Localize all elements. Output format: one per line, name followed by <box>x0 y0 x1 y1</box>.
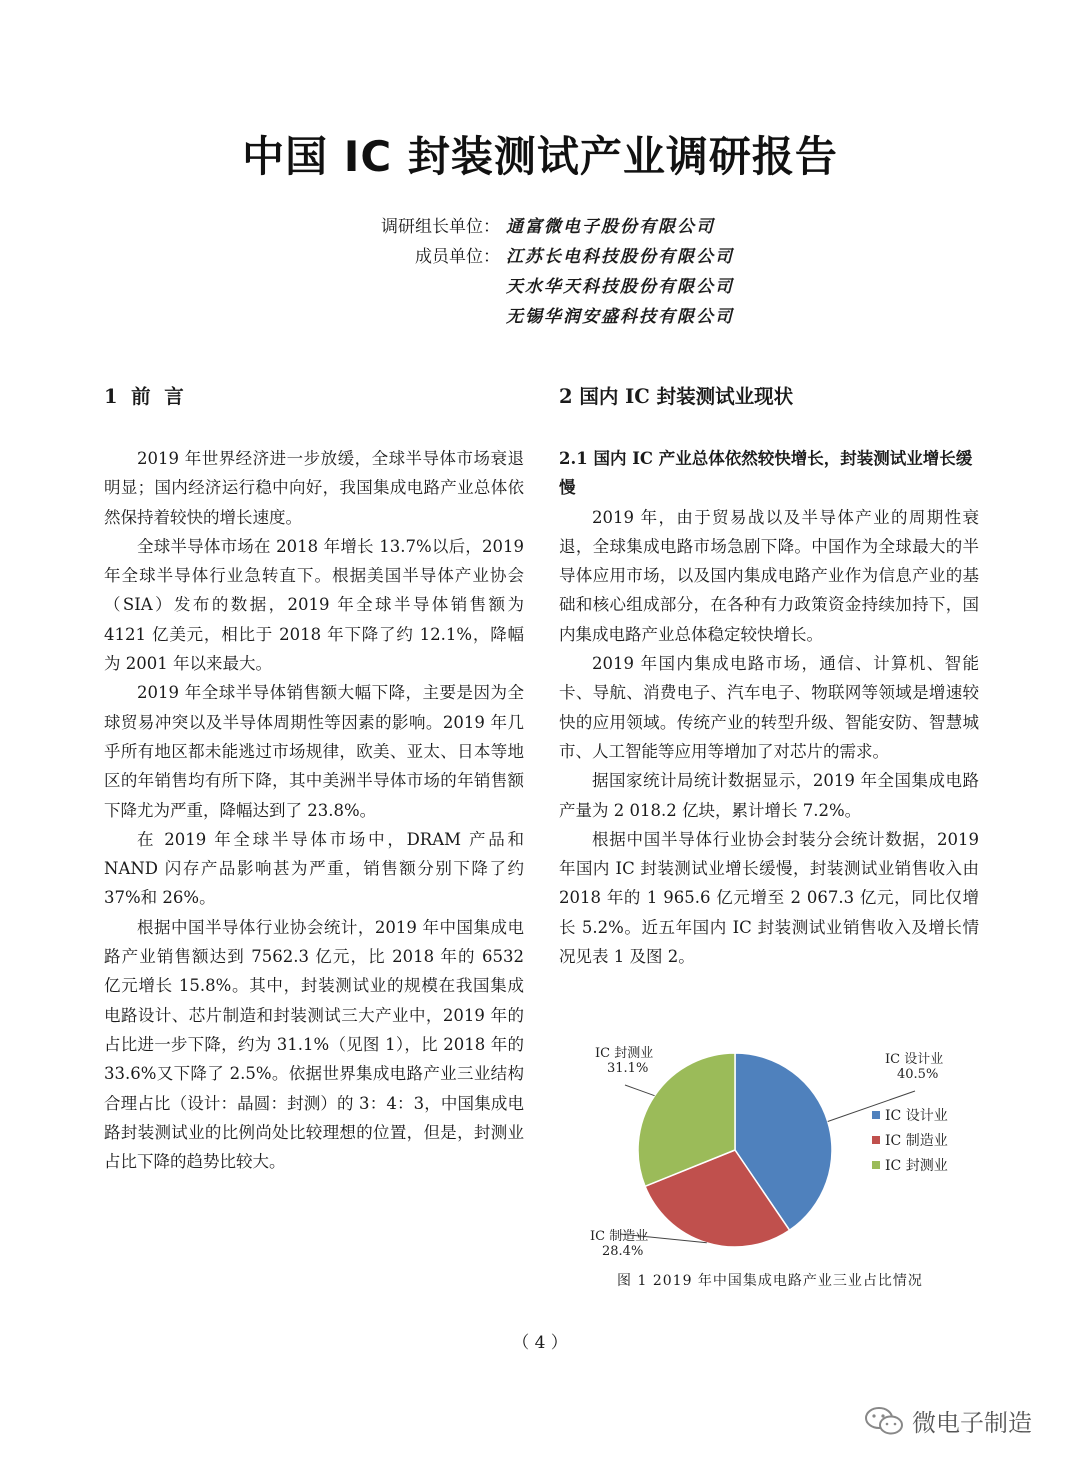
member-unit-name: 无锡华润安盛科技有限公司 <box>506 307 734 327</box>
figure-caption: 图 1 2019 年中国集成电路产业三业占比情况 <box>617 1273 923 1289</box>
watermark-text: 微电子制造 <box>912 1409 1032 1437</box>
member-unit-row <box>0 272 1080 302</box>
lead-unit-row <box>0 212 1080 242</box>
body-paragraph: 根据中国半导体行业协会统计，2019 年中国集成电路产业销售额达到 7562.3 亿元，比 2018 年的 6532 亿元增长 15.8%。其中，封装测试业的规模在我国集成电路设计、芯片制造和封装测试三大产业中，2019 年的占比进一步下降，约为 31.1%（见图 1），比 2018 年的 33.6%又下降了 2.5%。依据世界集成电路产业三业结构合理占比（设计：晶圆：封测）的 3：4：3，中国集成电路封装测试业的比例尚处比较理想的位置，但是，封测业占比下降的趋势比较大。 <box>104 917 524 1172</box>
legend-swatch <box>872 1161 880 1169</box>
member-unit-label: 成员单位： <box>415 247 500 267</box>
body-paragraph: 2019 年国内集成电路市场，通信、计算机、智能卡、导航、消费电子、汽车电子、物联网等领域是增速较快的应用领域。传统产业的转型升级、智能安防、智慧城市、人工智能等应用等增加了对芯片的需求。 <box>559 654 979 761</box>
member-unit-name: 江苏长电科技股份有限公司 <box>506 247 734 267</box>
data-label-name: IC 封测业 <box>595 1046 654 1061</box>
watermark <box>864 1403 1032 1438</box>
section-2-1-heading: 2.1 国内 IC 产业总体依然较快增长，封装测试业增长缓慢 <box>559 449 973 498</box>
wechat-icon <box>864 1406 904 1436</box>
lead-unit-name: 通富微电子股份有限公司 <box>506 217 715 237</box>
member-unit-name: 天水华天科技股份有限公司 <box>506 277 734 297</box>
data-label-value: 31.1% <box>607 1061 649 1076</box>
body-paragraph: 根据中国半导体行业协会封装分会统计数据，2019 年国内 IC 封装测试业增长缓慢，封装测试业销售收入由 2018 年的 1 965.6 亿元增至 2 067.3 亿元，同比仅增长 5.2%。近五年国内 IC 封装测试业销售收入及增长情况见表 1 及图 2。 <box>559 829 979 967</box>
legend-swatch <box>872 1111 880 1119</box>
legend-swatch <box>872 1136 880 1144</box>
right-column <box>559 380 979 971</box>
legend-entry: IC 制造业 <box>885 1133 948 1149</box>
member-unit-row <box>0 242 1080 272</box>
section-1-heading: 1 前 言 <box>104 385 184 408</box>
data-label-value: 40.5% <box>897 1067 939 1082</box>
body-paragraph: 2019 年全球半导体销售额大幅下降，主要是因为全球贸易冲突以及半导体周期性等因素的影响。2019 年几乎所有地区都未能逃过市场规律，欧美、亚太、日本等地区的年销售均有所下降，其中美洲半导体市场的年销售额下降尤为严重，降幅达到了 23.8%。 <box>104 683 524 820</box>
body-paragraph: 2019 年，由于贸易战以及半导体产业的周期性衰退，全球集成电路市场急剧下降。中国作为全球最大的半导体应用市场，以及国内集成电路产业作为信息产业的基础和核心组成部分，在各种有力政策资金持续加持下，国内集成电路产业总体稳定较快增长。 <box>559 507 979 644</box>
member-unit-row <box>0 302 1080 332</box>
research-units <box>0 212 1080 332</box>
page-title: 中国 IC 封装测试产业调研报告 <box>242 132 838 181</box>
left-column <box>104 380 524 1176</box>
body-paragraph: 全球半导体市场在 2018 年增长 13.7%以后，2019 年全球半导体行业急转直下。根据美国半导体产业协会（SIA）发布的数据，2019 年全球半导体销售额为 4121 亿美元，相比于 2018 年下降了约 12.1%，降幅为 2001 年以来最大。 <box>104 536 524 674</box>
legend-entry: IC 封测业 <box>885 1158 948 1174</box>
body-paragraph: 在 2019 年全球半导体市场中，DRAM 产品和 NAND 闪存产品影响甚为严重，销售额分别下降了约 37%和 26%。 <box>104 829 524 908</box>
data-label-name: IC 制造业 <box>590 1229 649 1244</box>
body-paragraph: 据国家统计局统计数据显示，2019 年全国集成电路产量为 2 018.2 亿块，累计增长 7.2%。 <box>559 771 979 820</box>
pie-chart-svg <box>560 1035 980 1270</box>
legend-entry: IC 设计业 <box>885 1108 948 1124</box>
pie-chart <box>560 1035 980 1295</box>
page-number: （ 4 ） <box>512 1333 568 1353</box>
data-label-name: IC 设计业 <box>885 1052 944 1067</box>
leader-line <box>625 1085 655 1096</box>
data-label-value: 28.4% <box>602 1244 644 1259</box>
body-paragraph: 2019 年世界经济进一步放缓，全球半导体市场衰退明显；国内经济运行稳中向好，我国集成电路产业总体依然保持着较快的增长速度。 <box>104 449 524 527</box>
section-2-heading: 2 国内 IC 封装测试业现状 <box>559 385 794 408</box>
lead-unit-label: 调研组长单位： <box>381 217 500 237</box>
